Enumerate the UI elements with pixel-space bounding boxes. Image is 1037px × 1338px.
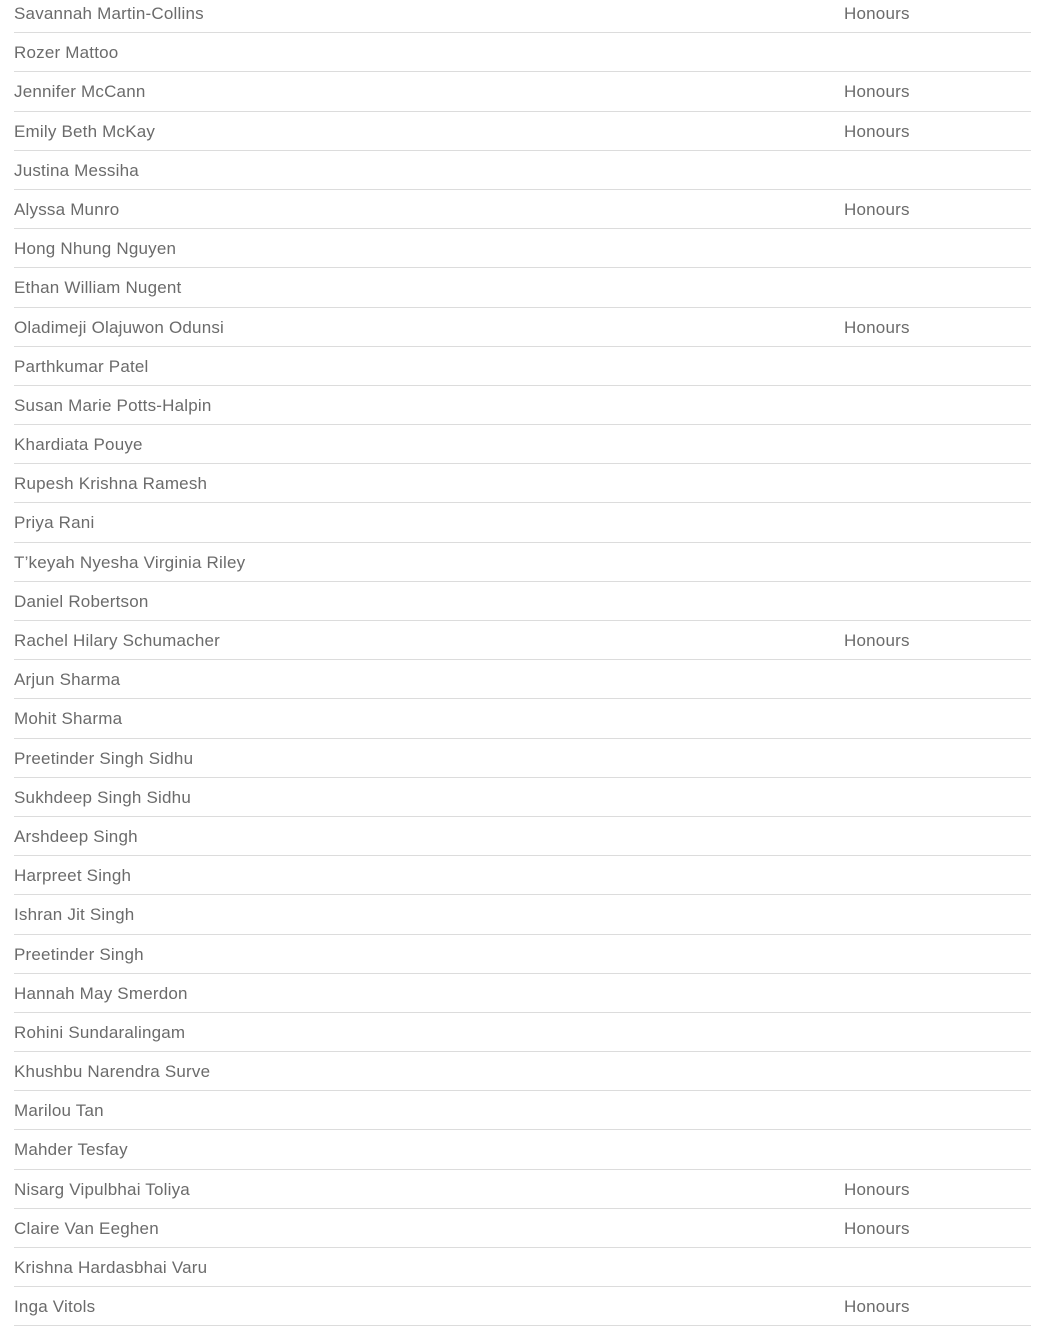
table-row <box>14 1052 1031 1091</box>
graduate-name: Oladimeji Olajuwon Odunsi <box>14 317 225 337</box>
award-status: Honours <box>844 1218 910 1238</box>
table-row <box>14 739 1031 778</box>
graduate-name: Hong Nhung Nguyen <box>14 239 177 259</box>
table-row <box>14 0 1031 33</box>
graduate-name: Krishna Hardasbhai Varu <box>14 1258 208 1277</box>
graduate-name: Arshdeep Singh <box>14 826 138 846</box>
graduate-name: Khardiata Pouye <box>14 435 143 455</box>
graduate-name: Harpreet Singh <box>14 866 132 886</box>
table-row <box>14 621 1031 660</box>
award-status: Honours <box>844 4 910 23</box>
table-row <box>14 503 1031 542</box>
graduate-name: Sukhdeep Singh Sidhu <box>14 787 191 807</box>
graduate-name: Nisarg Vipulbhai Toliya <box>14 1179 190 1199</box>
table-row <box>14 1091 1031 1130</box>
table-row <box>14 268 1031 307</box>
graduate-name: Daniel Robertson <box>14 591 149 611</box>
table-row <box>14 112 1031 151</box>
table-row <box>14 817 1031 856</box>
table-row <box>14 1170 1031 1209</box>
graduate-name: Priya Rani <box>14 513 95 533</box>
award-status: Honours <box>844 317 910 337</box>
table-row <box>14 543 1031 582</box>
award-status: Honours <box>844 199 910 219</box>
table-row <box>14 856 1031 895</box>
table-row <box>14 1013 1031 1052</box>
graduate-name: Rupesh Krishna Ramesh <box>14 474 208 494</box>
award-status: Honours <box>844 82 910 102</box>
table-row <box>14 1209 1031 1248</box>
table-row <box>14 935 1031 974</box>
table-row <box>14 190 1031 229</box>
graduate-name: Ethan William Nugent <box>14 278 182 298</box>
graduate-name: Khushbu Narendra Surve <box>14 1062 211 1082</box>
table-row <box>14 895 1031 934</box>
graduates-table <box>14 0 1031 1326</box>
award-status: Honours <box>844 631 910 650</box>
table-row <box>14 347 1031 386</box>
graduate-name: Inga Vitols <box>14 1297 96 1317</box>
table-row <box>14 72 1031 111</box>
graduate-name: Preetinder Singh <box>14 944 144 964</box>
graduate-name: Ishran Jit Singh <box>14 905 135 925</box>
graduate-name: Emily Beth McKay <box>14 121 156 141</box>
graduate-name: Mohit Sharma <box>14 709 123 729</box>
table-row <box>14 308 1031 347</box>
graduate-name: Susan Marie Potts-Halpin <box>14 395 212 415</box>
graduate-name: Rachel Hilary Schumacher <box>14 631 221 650</box>
graduate-name: Justina Messiha <box>14 160 139 180</box>
table-row <box>14 778 1031 817</box>
award-status: Honours <box>844 121 910 141</box>
graduate-name: Rozer Mattoo <box>14 43 119 63</box>
table-row <box>14 974 1031 1013</box>
graduate-name: Preetinder Singh Sidhu <box>14 748 194 768</box>
table-row <box>14 464 1031 503</box>
table-row <box>14 1248 1031 1287</box>
table-row <box>14 1130 1031 1169</box>
award-status: Honours <box>844 1179 910 1199</box>
table-row <box>14 582 1031 621</box>
graduate-name: Parthkumar Patel <box>14 356 149 376</box>
graduate-name: Arjun Sharma <box>14 670 121 690</box>
table-row <box>14 229 1031 268</box>
award-status: Honours <box>844 1297 910 1317</box>
table-row <box>14 1287 1031 1326</box>
table-row <box>14 699 1031 738</box>
table-row <box>14 151 1031 190</box>
graduate-name: Hannah May Smerdon <box>14 983 188 1003</box>
graduate-name: Alyssa Munro <box>14 199 120 219</box>
table-row <box>14 386 1031 425</box>
table-row <box>14 660 1031 699</box>
graduate-name: Savannah Martin-Collins <box>14 4 204 23</box>
graduate-name: Claire Van Eeghen <box>14 1218 159 1238</box>
graduate-name: Jennifer McCann <box>14 82 146 102</box>
table-row <box>14 425 1031 464</box>
graduate-name: Rohini Sundaralingam <box>14 1022 186 1042</box>
table-row <box>14 33 1031 72</box>
graduate-name: Mahder Tesfay <box>14 1140 128 1160</box>
graduate-name: Marilou Tan <box>14 1101 104 1121</box>
graduate-name: T’keyah Nyesha Virginia Riley <box>14 552 246 572</box>
